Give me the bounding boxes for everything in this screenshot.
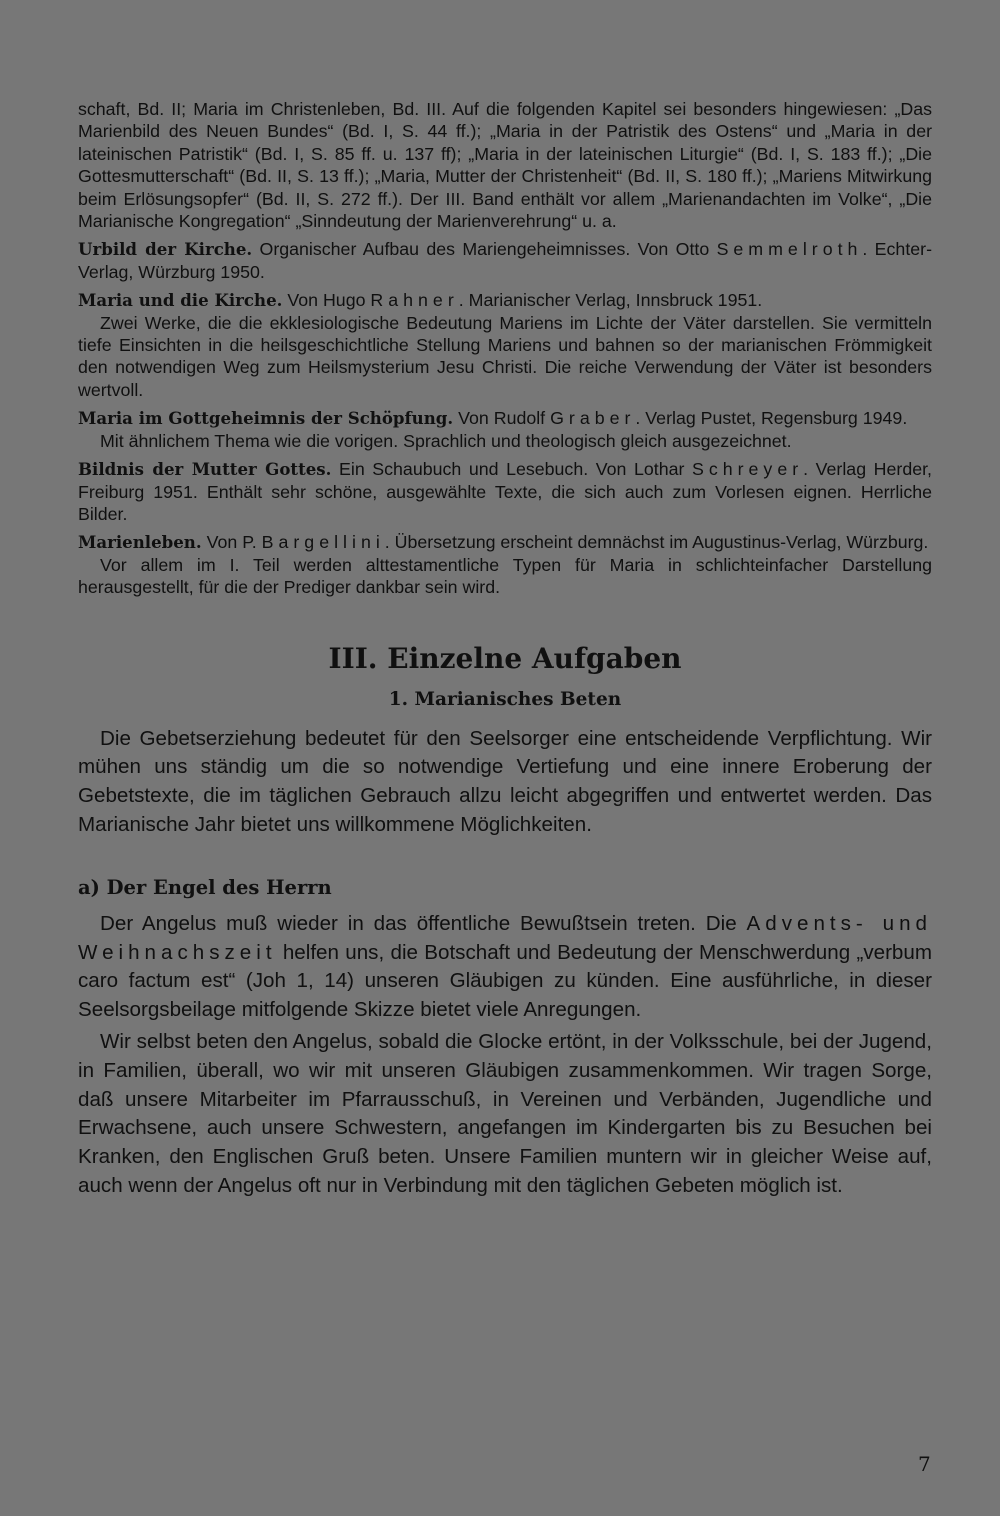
- body-text: helfen uns, die Botschaft und Bedeutung der Menschwerdung „verbum caro factum est“ (Joh 1, 14) unseren Gläubigen zu künden. Eine ausführliche, in dieser Seelsorgsbeilage mitfolgende Skizze bietet viele Anregungen.: [78, 940, 932, 1022]
- entry-author: Schreyer: [691, 459, 804, 480]
- bibliography-comment: Mit ähnlichem Thema wie die vorigen. Sprachlich und theologisch gleich ausgezeichnet.: [100, 430, 792, 451]
- bibliography-comment: Zwei Werke, die die ekklesiologische Bedeutung Mariens im Lichte der Väter darstellen. Sie vermitteln tiefe Einsichten in die heilsgeschichtliche Stellung Mariens und bahnen so der marianischen Frömmigkeit den notwendigen Weg zum Heilsmysterium Jesu Christi. Die reiche Verwendung der Väter ist besonders wertvoll.: [78, 312, 932, 400]
- entry-text: . Echter-Verlag, Würzburg 1950.: [78, 239, 932, 282]
- section-title: III. Einzelne Aufgaben: [328, 641, 682, 675]
- emphasized-text: Advents- und Weihnachszeit: [78, 911, 933, 964]
- entry-text: . Verlag Herder, Freiburg 1951. Enthält sehr schöne, ausgewählte Texte, die sich auch zum Vorlesen eignen. Herrliche Bilder.: [78, 459, 932, 524]
- body-paragraph: [78, 910, 932, 1025]
- bibliography-entry: [78, 238, 932, 283]
- bibliography-entry: [78, 407, 932, 429]
- bibliography-continuation: schaft, Bd. II; Maria im Christenleben, Bd. III. Auf die folgenden Kapitel sei besonders hingewiesen: „Das Marienbild des Neuen Bundes“ (Bd. I, S. 44 ff.); „Maria in der Patristik des Ostens“ und „Maria in der lateinischen Patristik“ (Bd. I, S. 85 ff. u. 137 ff); „Maria in der lateinischen Liturgie“ (Bd. I, S. 183 ff.); „Die Gottesmutterschaft“ (Bd. II, S. 13 ff.); „Maria, Mutter der Christenheit“ (Bd. II, S. 180 ff.); „Mariens Mitwirkung beim Erlösungsopfer“ (Bd. II, S. 272 ff.). Der III. Band enthält vor allem „Marienandachten im Volke“, „Die Marianische Kongregation“ „Sinndeutung der Marienverehrung“ u. a.: [78, 99, 932, 232]
- entry-text: . Verlag Pustet, Regensburg 1949.: [635, 408, 908, 429]
- entry-title: Maria im Gottgeheimnis der Schöpfung.: [78, 408, 454, 429]
- entry-title: Bildnis der Mutter Gottes.: [78, 459, 332, 480]
- body-text: Der Angelus muß wieder in das öffentliche Bewußtsein treten. Die: [100, 911, 747, 935]
- entry-text: . Übersetzung erscheint demnächst im Augustinus-Verlag, Würzburg.: [384, 532, 929, 553]
- entry-author: Rahner: [370, 290, 459, 311]
- bibliography-comment: Vor allem im I. Teil werden alttestamentliche Typen für Maria in schlichteinfacher Darstellung herausgestellt, für die der Prediger dankbar sein wird.: [78, 554, 932, 598]
- bibliography-entry: [78, 531, 932, 553]
- bibliography-entry: [78, 458, 932, 525]
- entry-text: Von P.: [201, 532, 262, 553]
- entry-text: Von Rudolf: [453, 408, 551, 429]
- entry-title: Marienleben.: [78, 532, 202, 553]
- entry-text: Ein Schaubuch und Lesebuch. Von Lothar: [331, 459, 692, 480]
- page-content: [78, 98, 932, 1201]
- body-paragraph: Wir selbst beten den Angelus, sobald die Glocke ertönt, in der Volksschule, bei der Jugend, in Familien, überall, wo wir mit unseren Gläubigen zusammenkommen. Wir tragen Sorge, daß unsere Mitarbeiter im Pfarrausschuß, in Vereinen und Verbänden, Jugendliche und Erwachsene, auch unsere Schwestern, angefangen im Kindergarten bis zu Besuchen bei Kranken, den Englischen Gruß beten. Unsere Familien muntern wir in gleicher Weise auf, auch wenn der Angelus oft nur in Verbindung mit den täglichen Gebeten möglich ist.: [78, 1029, 932, 1197]
- subsection-heading: a) Der Engel des Herrn: [78, 875, 332, 899]
- bibliography-entry: [78, 289, 932, 311]
- section-subtitle: 1. Marianisches Beten: [388, 688, 622, 710]
- entry-title: Maria und die Kirche.: [78, 290, 283, 311]
- entry-text: . Marianischer Verlag, Innsbruck 1951.: [458, 290, 763, 311]
- entry-text: Organischer Aufbau des Mariengeheimnisses. Von Otto: [252, 239, 717, 260]
- entry-author: Bargellini: [261, 532, 385, 553]
- entry-text: Von Hugo: [282, 290, 371, 311]
- page-number: 7: [918, 1452, 931, 1476]
- entry-author: Semmelroth: [716, 239, 863, 260]
- entry-author: Graber: [550, 408, 636, 429]
- entry-title: Urbild der Kirche.: [78, 239, 253, 260]
- section-intro-paragraph: Die Gebetserziehung bedeutet für den Seelsorger eine entscheidende Verpflichtung. Wir mühen uns ständig um die so notwendige Vertiefung und eine innere Eroberung der Gebetstexte, die im täglichen Gebrauch allzu leicht abgegriffen und entwertet werden. Das Marianische Jahr bietet uns willkommene Möglichkeiten.: [78, 726, 932, 836]
